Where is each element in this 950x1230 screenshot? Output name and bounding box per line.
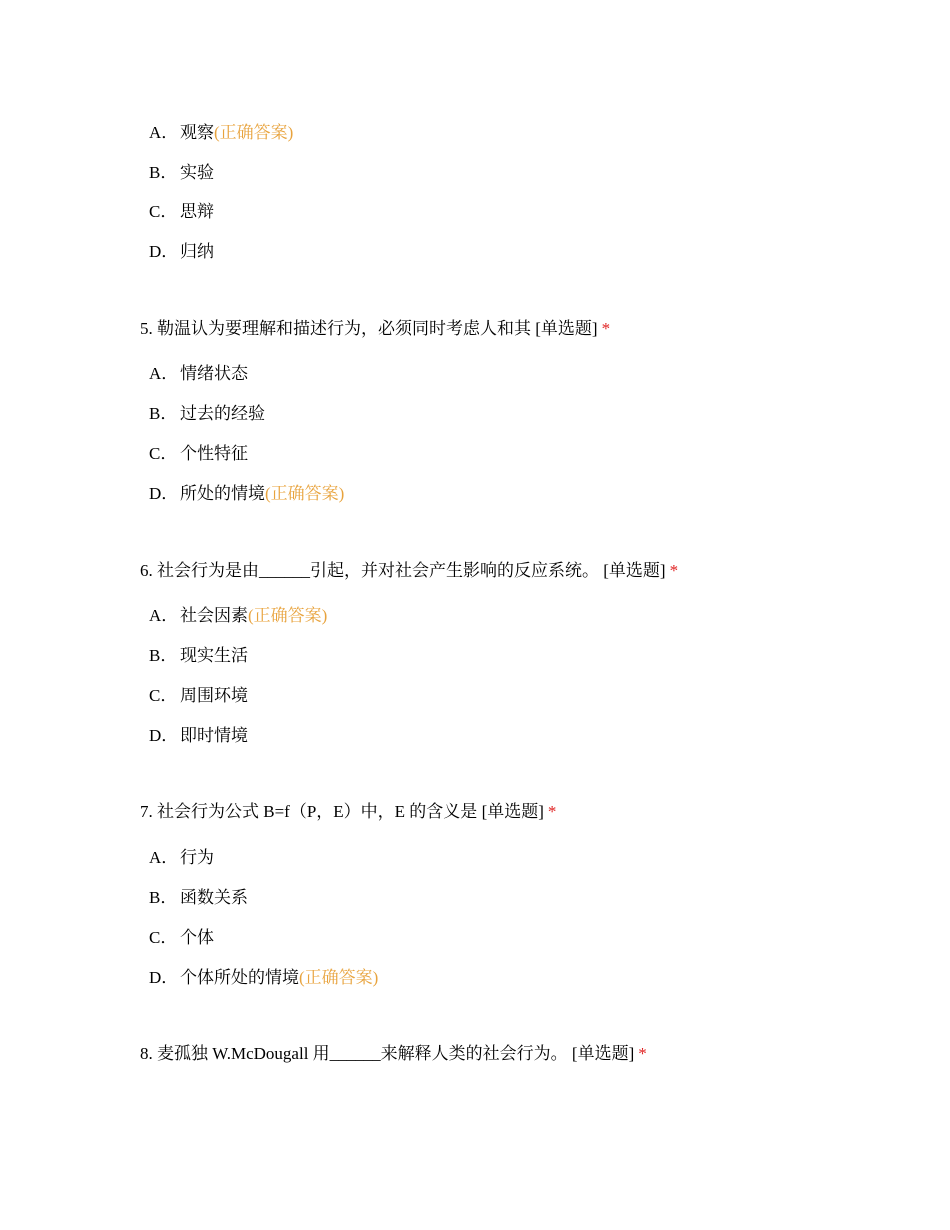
option-text: 周围环境: [180, 686, 248, 705]
correct-answer-mark: (正确答案): [248, 606, 328, 625]
option-text: 归纳: [180, 242, 214, 261]
question-stem: 7. 社会行为公式 B=f（P，E）中，E 的含义是: [140, 802, 478, 821]
option-letter: D．: [149, 484, 179, 503]
question-stem: 8. 麦孤独 W.McDougall 用______来解释人类的社会行为。: [140, 1044, 568, 1063]
q7-option-a: [149, 847, 214, 869]
q5-option-a: [149, 363, 248, 385]
option-text: 观察: [180, 123, 214, 142]
q5-option-b: [149, 403, 265, 425]
option-text: 函数关系: [180, 888, 248, 907]
option-text: 现实生活: [180, 646, 248, 665]
q6-title: [140, 560, 678, 582]
q4-option-c: [149, 201, 214, 223]
option-letter: C．: [149, 928, 178, 947]
option-letter: D．: [149, 726, 179, 745]
question-stem: 5. 勒温认为要理解和描述行为，必须同时考虑人和其: [140, 319, 531, 338]
q6-option-d: [149, 725, 248, 747]
q4-option-d: [149, 241, 214, 263]
option-text: 个体所处的情境: [180, 968, 299, 987]
question-stem: 6. 社会行为是由______引起，并对社会产生影响的反应系统。: [140, 561, 599, 580]
option-letter: B．: [149, 163, 178, 182]
option-letter: C．: [149, 444, 178, 463]
option-text: 社会因素: [180, 606, 248, 625]
q4-option-b: [149, 162, 214, 184]
option-letter: A．: [149, 364, 179, 383]
option-letter: A．: [149, 123, 179, 142]
option-letter: D．: [149, 242, 179, 261]
option-letter: C．: [149, 202, 178, 221]
required-mark: *: [601, 319, 611, 338]
q7-option-d: [149, 967, 378, 989]
option-text: 个体: [180, 928, 214, 947]
option-text: 个性特征: [180, 444, 248, 463]
q7-title: [140, 801, 556, 823]
option-text: 实验: [180, 163, 214, 182]
correct-answer-mark: (正确答案): [265, 484, 345, 503]
option-letter: D．: [149, 968, 179, 987]
correct-answer-mark: (正确答案): [299, 968, 379, 987]
option-letter: A．: [149, 848, 179, 867]
q5-title: [140, 318, 610, 340]
option-letter: B．: [149, 646, 178, 665]
option-letter: C．: [149, 686, 178, 705]
required-mark: *: [669, 561, 679, 580]
q6-option-a: [149, 605, 327, 627]
option-text: 行为: [180, 848, 214, 867]
q6-option-b: [149, 645, 248, 667]
option-letter: A．: [149, 606, 179, 625]
option-letter: B．: [149, 888, 178, 907]
q5-option-d: [149, 483, 344, 505]
option-text: 思辩: [180, 202, 214, 221]
required-mark: *: [638, 1044, 647, 1063]
q4-option-a: [149, 122, 293, 144]
q8-title: [140, 1043, 647, 1065]
q6-option-c: [149, 685, 248, 707]
correct-answer-mark: (正确答案): [214, 123, 294, 142]
required-mark: *: [547, 802, 557, 821]
question-type-label: [单选题]: [571, 1044, 635, 1063]
question-type-label: [单选题]: [535, 319, 598, 338]
question-type-label: [单选题]: [481, 802, 544, 821]
question-type-label: [单选题]: [603, 561, 666, 580]
option-text: 情绪状态: [180, 364, 248, 383]
option-letter: B．: [149, 404, 178, 423]
option-text: 即时情境: [180, 726, 248, 745]
option-text: 所处的情境: [180, 484, 265, 503]
option-text: 过去的经验: [180, 404, 265, 423]
q5-option-c: [149, 443, 248, 465]
q7-option-c: [149, 927, 214, 949]
q7-option-b: [149, 887, 248, 909]
